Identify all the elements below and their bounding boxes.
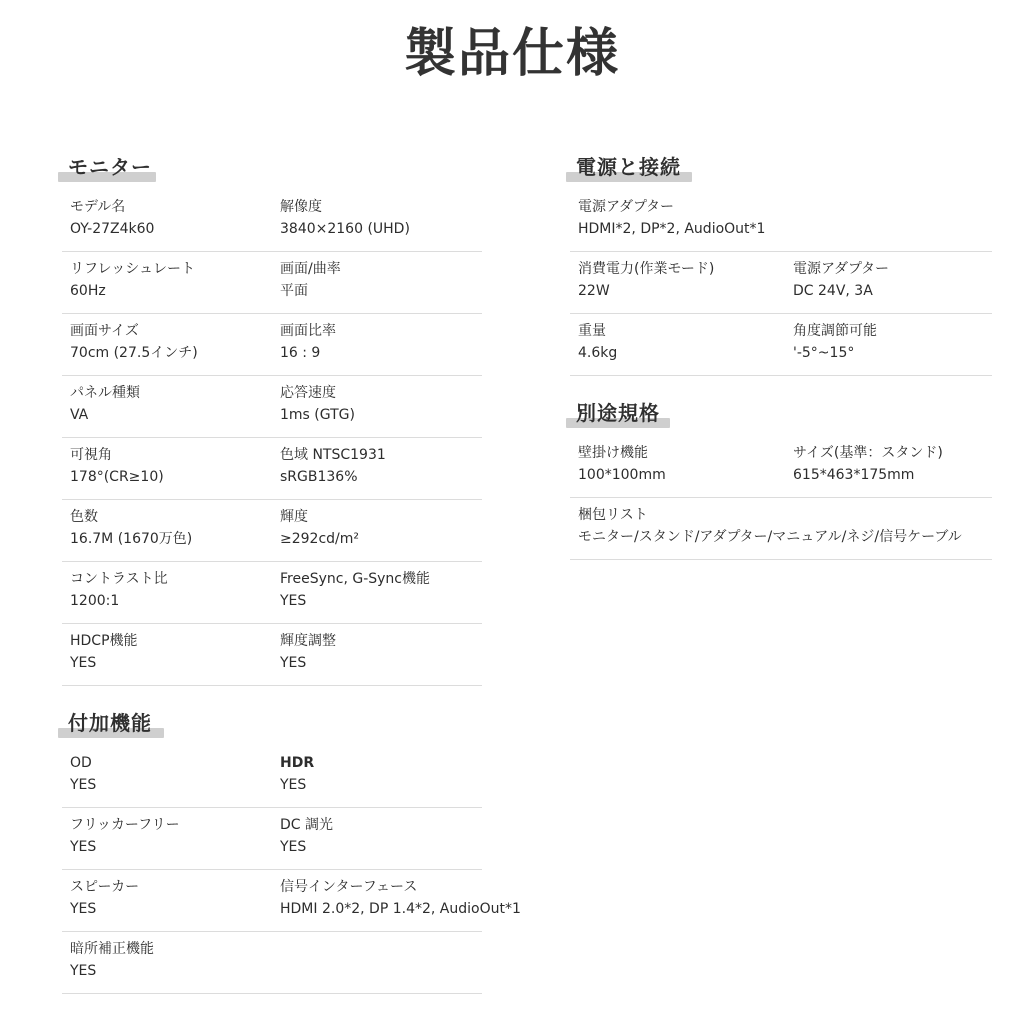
spec-label: コントラスト比 xyxy=(70,571,168,587)
right-column xyxy=(570,152,992,560)
spec-value: 16 : 9 xyxy=(280,345,321,361)
spec-cell xyxy=(272,507,482,561)
spec-label: FreeSync, G-Sync機能 xyxy=(280,571,430,587)
spec-value: YES xyxy=(70,655,97,671)
spec-label: 信号インターフェース xyxy=(280,879,418,895)
spec-label: HDR xyxy=(280,755,315,771)
spec-label: 電源アダプター xyxy=(793,261,890,277)
spec-value: 70cm (27.5インチ) xyxy=(70,345,198,361)
spec-cell xyxy=(62,753,272,807)
spec-label: 解像度 xyxy=(280,199,322,215)
spec-label: 輝度調整 xyxy=(280,633,336,649)
spec-value: HDMI*2, DP*2, AudioOut*1 xyxy=(578,221,766,237)
spec-value: YES xyxy=(70,777,97,793)
section-monitor xyxy=(62,152,482,686)
spec-value: OY-27Z4k60 xyxy=(70,221,155,237)
spec-cell xyxy=(62,939,482,993)
spec-label: 画面/曲率 xyxy=(280,261,341,277)
spec-value: YES xyxy=(280,839,307,855)
spec-row xyxy=(62,438,482,500)
spec-cell xyxy=(62,507,272,561)
spec-cell xyxy=(272,753,482,807)
left-column xyxy=(62,152,521,994)
spec-cell xyxy=(570,321,785,375)
spec-row xyxy=(62,746,482,808)
spec-row xyxy=(570,190,992,252)
spec-cell xyxy=(272,383,482,437)
spec-label: 重量 xyxy=(578,323,606,339)
spec-cell xyxy=(62,569,272,623)
spec-cell xyxy=(272,445,482,499)
spec-value: sRGB136% xyxy=(280,469,358,485)
spec-row xyxy=(570,314,992,376)
spec-cell xyxy=(272,259,482,313)
spec-row xyxy=(62,624,482,686)
section-heading xyxy=(570,152,992,186)
spec-label: 可視角 xyxy=(70,447,112,463)
spec-value: YES xyxy=(70,901,97,917)
spec-cell xyxy=(785,259,1000,313)
spec-value: ≥292cd/m² xyxy=(280,531,360,547)
spec-label: 暗所補正機能 xyxy=(70,941,154,957)
spec-cell xyxy=(62,321,272,375)
section-heading-label: 付加機能 xyxy=(68,711,152,735)
spec-label: 応答速度 xyxy=(280,385,336,401)
spec-value: VA xyxy=(70,407,89,423)
spec-label: パネル種類 xyxy=(70,385,140,401)
spec-value: YES xyxy=(280,593,307,609)
spec-value: 16.7M (1670万色) xyxy=(70,531,193,547)
spec-value: YES xyxy=(70,963,97,979)
spec-row xyxy=(62,808,482,870)
spec-cell xyxy=(62,259,272,313)
spec-value: 1200:1 xyxy=(70,593,120,609)
spec-cell xyxy=(272,321,482,375)
spec-value: DC 24V, 3A xyxy=(793,283,873,299)
spec-label: 色数 xyxy=(70,509,98,525)
spec-row xyxy=(62,376,482,438)
section-heading-label: モニター xyxy=(68,155,152,179)
spec-cell xyxy=(570,259,785,313)
section-gap xyxy=(570,376,992,398)
spec-label: DC 調光 xyxy=(280,817,334,833)
spec-cell xyxy=(272,877,521,931)
spec-value: 平面 xyxy=(280,283,308,299)
spec-label: 消費電力(作業モード) xyxy=(578,261,715,277)
spec-row xyxy=(62,870,521,932)
spec-label: 梱包リスト xyxy=(578,507,648,523)
section-heading xyxy=(62,708,482,742)
spec-cell xyxy=(570,197,785,251)
spec-cell xyxy=(570,443,785,497)
section-heading xyxy=(62,152,482,186)
spec-label: スピーカー xyxy=(70,879,140,895)
spec-value: HDMI 2.0*2, DP 1.4*2, AudioOut*1 xyxy=(280,901,521,917)
spec-label: 電源アダプター xyxy=(578,199,675,215)
spec-value: 1ms (GTG) xyxy=(280,407,355,423)
spec-label: サイズ(基準：スタンド) xyxy=(793,445,943,461)
spec-row xyxy=(62,932,482,994)
spec-value: 615*463*175mm xyxy=(793,467,915,483)
spec-row xyxy=(62,252,482,314)
section-extra-features xyxy=(62,708,521,994)
spec-cell xyxy=(272,815,482,869)
spec-cell xyxy=(785,443,1000,497)
spec-label: OD xyxy=(70,755,92,771)
spec-value: YES xyxy=(280,655,307,671)
spec-cell xyxy=(62,631,272,685)
section-heading xyxy=(570,398,992,432)
spec-row xyxy=(570,252,992,314)
spec-value: '-5°~15° xyxy=(793,345,855,361)
section-power-connection xyxy=(570,152,992,376)
spec-label: 画面サイズ xyxy=(70,323,139,339)
spec-label: 画面比率 xyxy=(280,323,336,339)
spec-value: YES xyxy=(280,777,307,793)
section-heading-label: 別途規格 xyxy=(576,401,660,425)
section-gap xyxy=(62,686,482,708)
spec-row xyxy=(62,314,482,376)
spec-value: 60Hz xyxy=(70,283,106,299)
spec-cell xyxy=(272,569,482,623)
page-title: 製品仕様 xyxy=(403,24,620,84)
spec-value: 3840×2160 (UHD) xyxy=(280,221,410,237)
spec-row xyxy=(570,498,992,560)
section-other-specs xyxy=(570,398,992,560)
spec-row xyxy=(570,436,992,498)
spec-cell xyxy=(62,877,272,931)
spec-label: 輝度 xyxy=(280,509,308,525)
section-heading-label: 電源と接続 xyxy=(576,155,681,179)
spec-cell xyxy=(785,321,1000,375)
spec-label: 角度調節可能 xyxy=(793,323,877,339)
spec-cell xyxy=(62,383,272,437)
spec-label: リフレッシュレート xyxy=(70,261,196,277)
spec-value: 22W xyxy=(578,283,610,299)
spec-value: 4.6kg xyxy=(578,345,618,361)
spec-label: HDCP機能 xyxy=(70,633,138,649)
spec-label: 壁掛け機能 xyxy=(578,445,648,461)
spec-value: モニター/スタンド/アダプター/マニュアル/ネジ/信号ケーブル xyxy=(578,529,962,545)
spec-cell xyxy=(62,815,272,869)
spec-row xyxy=(62,190,482,252)
spec-value: 178°(CR≥10) xyxy=(70,469,164,485)
spec-label: モデル名 xyxy=(70,199,126,215)
spec-row xyxy=(62,562,482,624)
spec-cell xyxy=(62,445,272,499)
spec-cell xyxy=(272,631,482,685)
spec-label: フリッカーフリー xyxy=(70,817,180,833)
spec-cell xyxy=(570,505,962,559)
spec-row xyxy=(62,500,482,562)
spec-value: YES xyxy=(70,839,97,855)
spec-value: 100*100mm xyxy=(578,467,666,483)
spec-cell xyxy=(62,197,272,251)
spec-label: 色域 NTSC1931 xyxy=(280,447,386,463)
spec-cell xyxy=(272,197,482,251)
